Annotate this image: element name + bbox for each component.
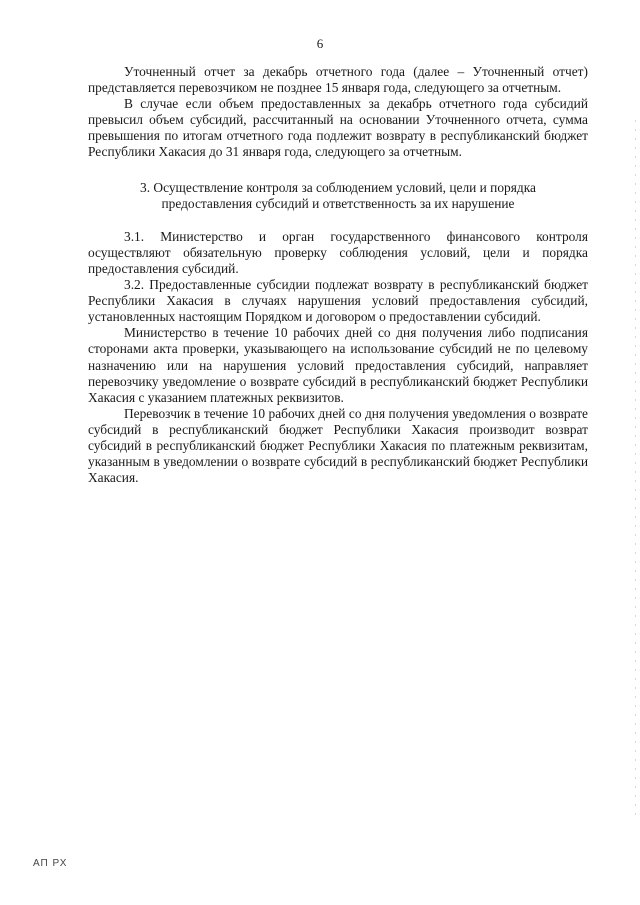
page-number: 6 (316, 36, 324, 51)
paragraph-excess-return: В случае если объем предоставленных за декабрь отчетного года субсидий превысил объем субсидий, рассчитанный на основании Уточненного отчета, сумма превышения по итогам отчетного года подлежит возврату в республиканский бюджет Республики Хакасия до 31 января года, следующего за отчетным. (88, 96, 588, 160)
paragraph-ministry-notice: Министерство в течение 10 рабочих дней со дня получения либо подписания сторонами акта проверки, указывающего на использование субсидий не по целевому назначению или на нарушения условий предоставления субсидий, направляет перевозчику уведомление о возврате субсидий в республиканский бюджет Республики Хакасия с указанием платежных реквизитов. (88, 325, 588, 405)
paragraph-carrier-return: Перевозчик в течение 10 рабочих дней со дня получения уведомления о возврате субсидий в республиканский бюджет Республики Хакасия производит возврат субсидий в республиканский бюджет Республики Хакасия по платежным реквизитам, указанным в уведомлении о возврате субсидий в республиканский бюджет Республики Хакасия. (88, 405, 588, 486)
section-heading-line-1: 3. Осуществление контроля за соблюдением условий, цели и порядка (140, 179, 536, 195)
footer-mark: АП РХ (33, 858, 68, 869)
section-heading (88, 180, 588, 212)
document-body (88, 64, 588, 486)
paragraph-clarified-report: Уточненный отчет за декабрь отчетного года (далее – Уточненный отчет) представляется перевозчиком не позднее 15 января года, следующего за отчетным. (88, 64, 588, 96)
scan-edge-artifact (635, 120, 636, 820)
paragraph-3-2: 3.2. Предоставленные субсидии подлежат возврату в республиканский бюджет Республики Хакасия в случаях нарушения условий предоставления субсидий, установленных настоящим Порядком и договором о предоставлении субсидий. (88, 277, 588, 325)
paragraph-3-1: 3.1. Министерство и орган государственного финансового контроля осуществляют обязательную проверку соблюдения условий, цели и порядка предоставления субсидий. (88, 228, 588, 276)
section-heading-line-2: предоставления субсидий и ответственность за их нарушение (161, 195, 515, 211)
